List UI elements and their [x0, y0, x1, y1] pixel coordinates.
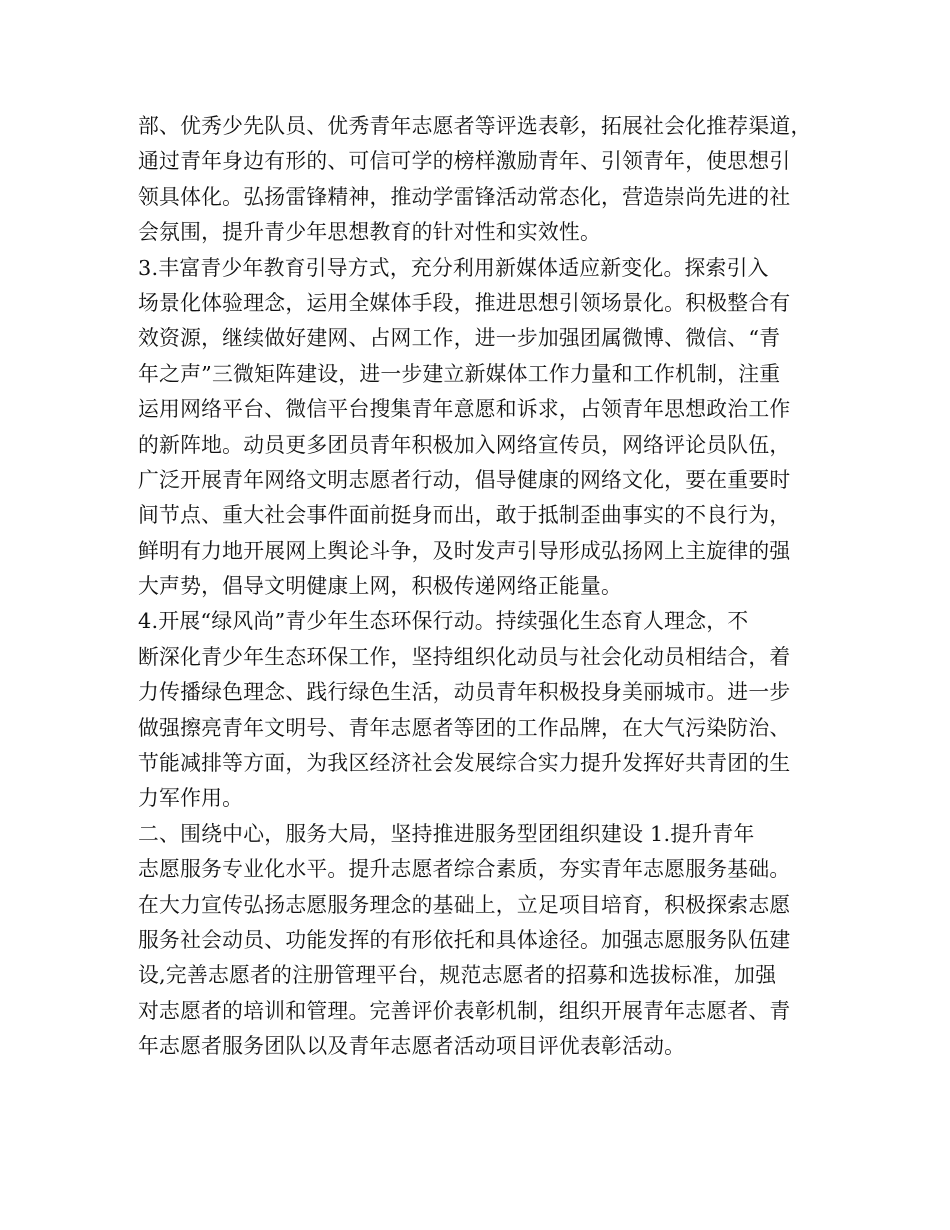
text-line: 力传播绿色理念、践行绿色生活，动员青年积极投身美丽城市。进一步 — [138, 680, 791, 705]
text-line: 二、围绕中心，服务大局，坚持推进服务型团组织建设 1.提升青年 — [138, 821, 755, 846]
text-line: 做强擦亮青年文明号、青年志愿者等团的工作品牌，在大气污染防治、 — [138, 715, 791, 740]
text-line: 3.丰富青少年教育引导方式，充分利用新媒体适应新变化。探索引入 — [138, 255, 769, 280]
text-line: 在大力宣传弘扬志愿服务理念的基础上，立足项目培育，积极探索志愿 — [138, 892, 791, 917]
text-line: 场景化体验理念，运用全媒体手段，推进思想引领场景化。积极整合有 — [138, 290, 791, 315]
text-line: 大声势，倡导文明健康上网，积极传递网络正能量。 — [138, 574, 623, 599]
text-line: 年志愿者服务团队以及青年志愿者活动项目评优表彰活动。 — [138, 1034, 686, 1059]
text-line: 年之声”三微矩阵建设，进一步建立新媒体工作力量和工作机制，注重 — [138, 361, 781, 386]
text-line: 对志愿者的培训和管理。完善评价表彰机制，组织开展青年志愿者、青 — [138, 998, 791, 1023]
text-line: 断深化青少年生态环保工作，坚持组织化动员与社会化动员相结合，着 — [138, 644, 791, 669]
text-line: 效资源，继续做好建网、占网工作，进一步加强团属微博、微信、“青 — [138, 326, 781, 351]
text-line: 通过青年身边有形的、可信可学的榜样激励青年、引领青年，使思想引 — [138, 149, 791, 174]
text-line: 服务社会动员、功能发挥的有形依托和具体途径。加强志愿服务队伍建 — [138, 927, 791, 952]
text-line: 节能减排等方面，为我区经济社会发展综合实力提升发挥好共青团的生 — [138, 751, 791, 776]
text-line: 的新阵地。动员更多团员青年积极加入网络宣传员，网络评论员队伍， — [138, 432, 791, 457]
text-line: 志愿服务专业化水平。提升志愿者综合素质，夯实青年志愿服务基础。 — [138, 857, 791, 882]
text-line: 会氛围，提升青少年思想教育的针对性和实效性。 — [138, 220, 602, 245]
text-line: 力军作用。 — [138, 786, 244, 811]
body-text — [138, 109, 828, 1065]
text-line: 运用网络平台、微信平台搜集青年意愿和诉求，占领青年思想政治工作 — [138, 397, 791, 422]
text-line: 4.开展“绿风尚”青少年生态环保行动。持续强化生态育人理念，不 — [138, 609, 749, 634]
text-line: 广泛开展青年网络文明志愿者行动，倡导健康的网络文化，要在重要时 — [138, 467, 791, 492]
text-line: 设,完善志愿者的注册管理平台，规范志愿者的招募和选拔标准，加强 — [138, 963, 777, 988]
text-line: 间节点、重大社会事件面前挺身而出，敢于抵制歪曲事实的不良行为， — [138, 503, 791, 528]
text-line: 领具体化。弘扬雷锋精神，推动学雷锋活动常态化，营造崇尚先进的社 — [138, 184, 791, 209]
text-line: 鲜明有力地开展网上舆论斗争，及时发声引导形成弘扬网上主旋律的强 — [138, 538, 791, 563]
text-line: 部、优秀少先队员、优秀青年志愿者等评选表彰，拓展社会化推荐渠道， — [138, 114, 812, 138]
